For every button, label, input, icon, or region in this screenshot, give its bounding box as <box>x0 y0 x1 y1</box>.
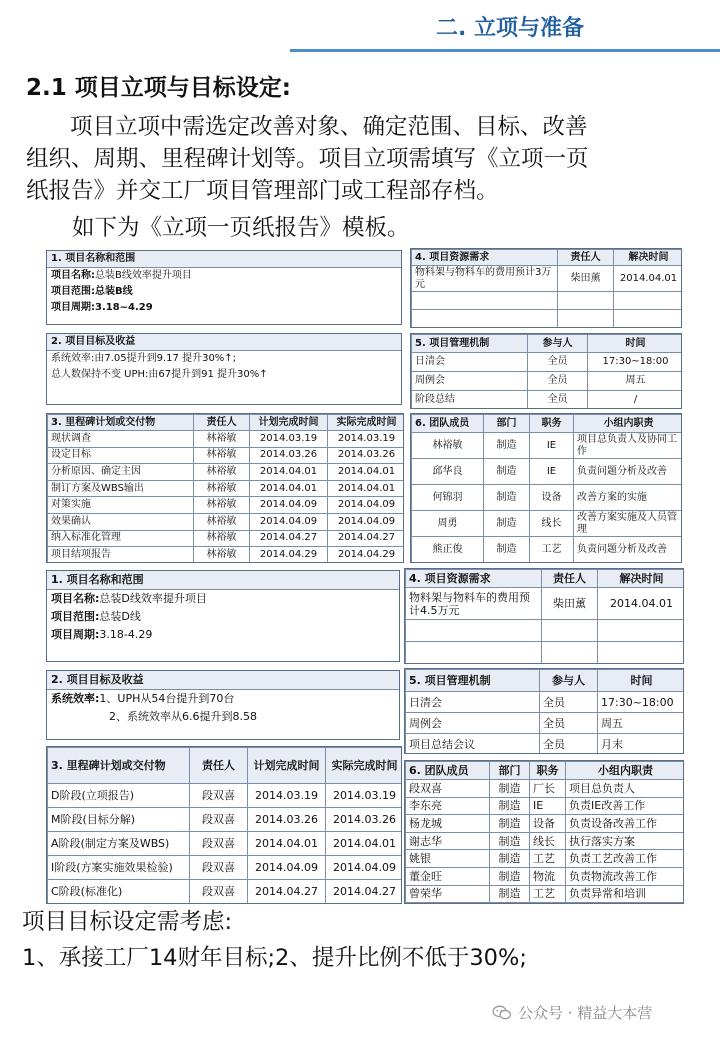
r1-goal-line: 系统效率:由7.05提升到9.17 提升30%↑; <box>51 353 237 364</box>
table-row <box>412 433 683 459</box>
table-cell: 熊正俊 <box>412 537 484 563</box>
table-cell: 改善方案的实施 <box>574 485 683 511</box>
table-cell: 工艺 <box>530 885 566 903</box>
table-cell: 2014.03.19 <box>250 431 328 448</box>
table-cell: 谢志华 <box>406 832 490 850</box>
table-cell: 2014.04.01 <box>250 464 328 481</box>
table-cell: 设定目标 <box>48 447 194 464</box>
label: 系统效率: <box>51 692 100 705</box>
table-cell: 2014.03.26 <box>326 808 403 832</box>
table-row <box>412 372 683 391</box>
table-row <box>412 511 683 537</box>
table-cell: 改善方案实施及人员管理 <box>574 511 683 537</box>
table-row <box>48 832 403 856</box>
table-cell: 周五 <box>598 713 685 734</box>
r2-scope-box <box>46 570 400 662</box>
table-cell: 全员 <box>540 713 598 734</box>
paragraph-line: 组织、周期、里程碑计划等。项目立项需填写《立项一页 <box>26 146 589 172</box>
table-row <box>48 447 405 464</box>
table-cell: 制造 <box>490 832 530 850</box>
th: 责任人 <box>194 415 250 431</box>
table-cell: 2014.04.09 <box>326 856 403 880</box>
resource-item: 物料架与物料车的费用预计4.5万元 <box>406 588 542 620</box>
table-cell: 制造 <box>490 797 530 815</box>
table-cell: 2014.04.09 <box>328 497 405 514</box>
th: 3. 里程碑计划或交付物 <box>48 415 194 431</box>
r1-goal-box <box>46 333 402 405</box>
table-cell: 负责IE改善工作 <box>566 797 685 815</box>
table-cell: 2014.03.26 <box>250 447 328 464</box>
table-cell: 负责设备改善工作 <box>566 815 685 833</box>
table-cell: 2014.03.26 <box>328 447 405 464</box>
table-cell: 执行落实方案 <box>566 832 685 850</box>
table-cell: D阶段(立项报告) <box>48 784 190 808</box>
table-cell: 制造 <box>484 485 530 511</box>
table-cell: 制造 <box>484 433 530 459</box>
table-cell: 2014.03.19 <box>328 431 405 448</box>
table-cell: 负责异常和培训 <box>566 885 685 903</box>
table-cell: 2014.04.09 <box>250 497 328 514</box>
table-cell: 制订方案及WBS输出 <box>48 480 194 497</box>
table-cell: 项目总负责人 <box>566 780 685 798</box>
th: 实际完成时间 <box>326 748 403 784</box>
resource-date: 2014.04.01 <box>598 588 685 620</box>
r1-scope-box <box>46 250 402 325</box>
table-cell: 林裕敏 <box>194 447 250 464</box>
th: 6. 团队成员 <box>412 415 484 433</box>
section-title: 2.1 项目立项与目标设定: <box>26 75 291 101</box>
table-row <box>406 867 685 885</box>
r1-project-period: 3.18~4.29 <box>95 302 153 313</box>
table-cell: 工艺 <box>530 850 566 868</box>
table-cell: 2014.04.01 <box>328 480 405 497</box>
table-cell: 对策实施 <box>48 497 194 514</box>
table-cell: 全员 <box>540 734 598 755</box>
table-cell: 项目总结会议 <box>406 734 540 755</box>
th: 计划完成时间 <box>250 415 328 431</box>
table-cell: 林裕敏 <box>194 464 250 481</box>
r2-project-period: 3.18-4.29 <box>99 628 153 641</box>
table-row <box>406 832 685 850</box>
table-cell: 2014.04.01 <box>326 832 403 856</box>
r2-milestone-table <box>46 746 402 904</box>
table-cell: 项目结项报告 <box>48 547 194 563</box>
table-row <box>48 784 403 808</box>
label: 项目范围: <box>51 610 100 623</box>
table-cell: 2014.04.29 <box>250 547 328 563</box>
table-row <box>412 353 683 372</box>
table-cell: 林裕敏 <box>194 530 250 547</box>
r1-project-range: 总装B线 <box>95 286 133 297</box>
th: 解决时间 <box>614 250 683 266</box>
table-row <box>48 431 405 448</box>
table-cell: 线长 <box>530 511 574 537</box>
table-cell: 全员 <box>528 372 588 391</box>
table-cell: 制造 <box>484 459 530 485</box>
table-row <box>412 485 683 511</box>
table-cell: 制造 <box>490 885 530 903</box>
table-cell: 17:30~18:00 <box>598 692 685 713</box>
th: 小组内职责 <box>566 762 685 780</box>
table-cell: 全员 <box>528 391 588 410</box>
table-cell: I阶段(方案实施效果检验) <box>48 856 190 880</box>
table-row <box>406 734 685 755</box>
table-cell: 2014.03.26 <box>248 808 326 832</box>
table-cell: 段双喜 <box>190 832 248 856</box>
header-divider <box>290 49 720 52</box>
table-cell: 2014.04.01 <box>328 464 405 481</box>
table-cell: 制造 <box>490 815 530 833</box>
table-cell: 负责问题分析及改善 <box>574 459 683 485</box>
table-cell: IE <box>530 433 574 459</box>
th: 责任人 <box>542 570 598 588</box>
th: 5. 项目管理机制 <box>412 335 528 353</box>
th: 时间 <box>588 335 683 353</box>
table-cell: 2014.04.09 <box>328 513 405 530</box>
table-cell: C阶段(标准化) <box>48 880 190 904</box>
label: 项目周期: <box>51 628 100 641</box>
paragraph-line: 如下为《立项一页纸报告》模板。 <box>72 215 410 241</box>
label: 项目名称: <box>51 270 95 281</box>
th: 时间 <box>598 670 685 692</box>
table-row <box>48 880 403 904</box>
th: 5. 项目管理机制 <box>406 670 540 692</box>
table-cell: 负责物流改善工作 <box>566 867 685 885</box>
footer-text: 1、承接工厂14财年目标;2、提升比例不低于30%; <box>22 945 527 971</box>
table-cell: 2014.03.19 <box>326 784 403 808</box>
table-cell: 月末 <box>598 734 685 755</box>
table-cell: 设备 <box>530 485 574 511</box>
r1-resource-table <box>410 248 682 328</box>
th: 参与人 <box>540 670 598 692</box>
r2-goal-line: 2、系统效率从6.6提升到8.58 <box>109 710 257 723</box>
table-row <box>406 797 685 815</box>
th: 4. 项目资源需求 <box>412 250 558 266</box>
r2-resource-table <box>404 568 684 664</box>
table-row <box>406 692 685 713</box>
table-cell: 周例会 <box>406 713 540 734</box>
table-cell: 纳入标准化管理 <box>48 530 194 547</box>
table-row <box>48 513 405 530</box>
table-cell: 段双喜 <box>406 780 490 798</box>
table-cell: 林裕敏 <box>194 497 250 514</box>
label: 项目名称: <box>51 592 100 605</box>
th: 职务 <box>530 762 566 780</box>
table-cell: 邱华良 <box>412 459 484 485</box>
table-cell: 2014.03.19 <box>248 784 326 808</box>
watermark-text: 公众号 · 精益大本营 <box>518 1004 653 1022</box>
table-row <box>48 480 405 497</box>
th: 参与人 <box>528 335 588 353</box>
table-cell: 制造 <box>490 850 530 868</box>
th: 3. 里程碑计划或交付物 <box>48 748 190 784</box>
r1-project-name: 总装B线效率提升项目 <box>95 270 192 281</box>
table-cell: 2014.04.27 <box>250 530 328 547</box>
table-cell: IE <box>530 797 566 815</box>
table-row <box>412 537 683 563</box>
table-cell: 日清会 <box>406 692 540 713</box>
label: 项目范围: <box>51 286 95 297</box>
r2-team-table <box>404 760 684 904</box>
footer-heading: 项目目标设定需考虑: <box>22 909 233 935</box>
table-cell: IE <box>530 459 574 485</box>
table-cell: 制造 <box>490 867 530 885</box>
watermark <box>492 1002 652 1023</box>
table-cell: 负责工艺改善工作 <box>566 850 685 868</box>
table-row <box>48 808 403 832</box>
table-cell: 段双喜 <box>190 784 248 808</box>
table-cell: 制造 <box>484 511 530 537</box>
table-cell: 厂长 <box>530 780 566 798</box>
r1-milestone-table <box>46 413 404 563</box>
table-row <box>406 780 685 798</box>
table-cell: 负责问题分析及改善 <box>574 537 683 563</box>
th: 实际完成时间 <box>328 415 405 431</box>
r1-team-table <box>410 413 682 563</box>
table-cell: 制造 <box>484 537 530 563</box>
table-row <box>406 850 685 868</box>
resource-item: 物料架与物料车的费用预计3万元 <box>412 266 558 292</box>
table-cell: 阶段总结 <box>412 391 528 410</box>
r1-mgmt-table <box>410 333 682 409</box>
th: 责任人 <box>190 748 248 784</box>
th: 责任人 <box>558 250 614 266</box>
resource-owner: 柴田薰 <box>558 266 614 292</box>
table-cell: 2014.04.09 <box>248 856 326 880</box>
chapter-title: 二. 立项与准备 <box>435 16 585 41</box>
table-cell: 2014.04.09 <box>250 513 328 530</box>
table-cell: 分析原因、确定主因 <box>48 464 194 481</box>
paragraph-line: 项目立项中需选定改善对象、确定范围、目标、改善 <box>70 114 588 140</box>
th: 职务 <box>530 415 574 433</box>
table-cell: 何锦羽 <box>412 485 484 511</box>
table-row <box>48 497 405 514</box>
table-cell: M阶段(目标分解) <box>48 808 190 832</box>
table-cell: 林裕敏 <box>412 433 484 459</box>
table-cell: 2014.04.01 <box>250 480 328 497</box>
table-cell: 周例会 <box>412 372 528 391</box>
table-cell: 全员 <box>528 353 588 372</box>
resource-date: 2014.04.01 <box>614 266 683 292</box>
table-cell: 姚银 <box>406 850 490 868</box>
r2-scope-heading: 1. 项目名称和范围 <box>47 571 399 590</box>
r2-goal-heading: 2. 项目目标及收益 <box>47 671 399 690</box>
r1-goal-line: 总人数保持不变 UPH:由67提升到91 提升30%↑ <box>51 369 268 380</box>
r2-goal-box <box>46 670 400 740</box>
table-cell: 2014.04.27 <box>248 880 326 904</box>
r2-project-name: 总装D线效率提升项目 <box>99 592 207 605</box>
table-cell: 制造 <box>490 780 530 798</box>
th: 部门 <box>484 415 530 433</box>
table-cell: 现状调查 <box>48 431 194 448</box>
table-cell: 周勇 <box>412 511 484 537</box>
table-row <box>406 713 685 734</box>
table-cell: 周五 <box>588 372 683 391</box>
resource-owner: 柴田薰 <box>542 588 598 620</box>
table-row <box>48 547 405 563</box>
table-cell: 杨龙城 <box>406 815 490 833</box>
th: 部门 <box>490 762 530 780</box>
wechat-icon <box>492 1005 512 1021</box>
th: 计划完成时间 <box>248 748 326 784</box>
label: 项目周期: <box>51 302 95 313</box>
th: 4. 项目资源需求 <box>406 570 542 588</box>
table-cell: 林裕敏 <box>194 431 250 448</box>
paragraph-line: 纸报告》并交工厂项目管理部门或工程部存档。 <box>26 178 499 204</box>
table-cell: / <box>588 391 683 410</box>
table-cell: 李东亮 <box>406 797 490 815</box>
th: 小组内职责 <box>574 415 683 433</box>
table-row <box>48 530 405 547</box>
table-cell: 日清会 <box>412 353 528 372</box>
table-cell: 2014.04.27 <box>326 880 403 904</box>
table-cell: 项目总负责人及协同工作 <box>574 433 683 459</box>
table-row <box>406 885 685 903</box>
r1-scope-heading: 1. 项目名称和范围 <box>47 251 401 268</box>
table-cell: 段双喜 <box>190 880 248 904</box>
table-cell: 林裕敏 <box>194 513 250 530</box>
table-cell: 2014.04.27 <box>328 530 405 547</box>
r2-goal-line: 1、UPH从54台提升到70台 <box>99 692 235 705</box>
r1-goal-heading: 2. 项目目标及收益 <box>47 334 401 351</box>
table-cell: 工艺 <box>530 537 574 563</box>
table-cell: 全员 <box>540 692 598 713</box>
table-cell: 17:30~18:00 <box>588 353 683 372</box>
table-row <box>412 459 683 485</box>
table-row <box>48 464 405 481</box>
r2-project-range: 总装D线 <box>99 610 141 623</box>
table-cell: 效果确认 <box>48 513 194 530</box>
table-cell: 董金旺 <box>406 867 490 885</box>
th: 6. 团队成员 <box>406 762 490 780</box>
table-row <box>48 856 403 880</box>
table-cell: 2014.04.01 <box>248 832 326 856</box>
table-cell: 曾荣华 <box>406 885 490 903</box>
table-cell: 段双喜 <box>190 808 248 832</box>
table-cell: 线长 <box>530 832 566 850</box>
table-cell: 2014.04.29 <box>328 547 405 563</box>
table-row <box>406 815 685 833</box>
table-cell: 林裕敏 <box>194 547 250 563</box>
th: 解决时间 <box>598 570 685 588</box>
table-cell: A阶段(制定方案及WBS) <box>48 832 190 856</box>
table-cell: 设备 <box>530 815 566 833</box>
table-cell: 物流 <box>530 867 566 885</box>
table-cell: 林裕敏 <box>194 480 250 497</box>
table-cell: 段双喜 <box>190 856 248 880</box>
r2-mgmt-table <box>404 668 684 754</box>
table-row <box>412 391 683 410</box>
